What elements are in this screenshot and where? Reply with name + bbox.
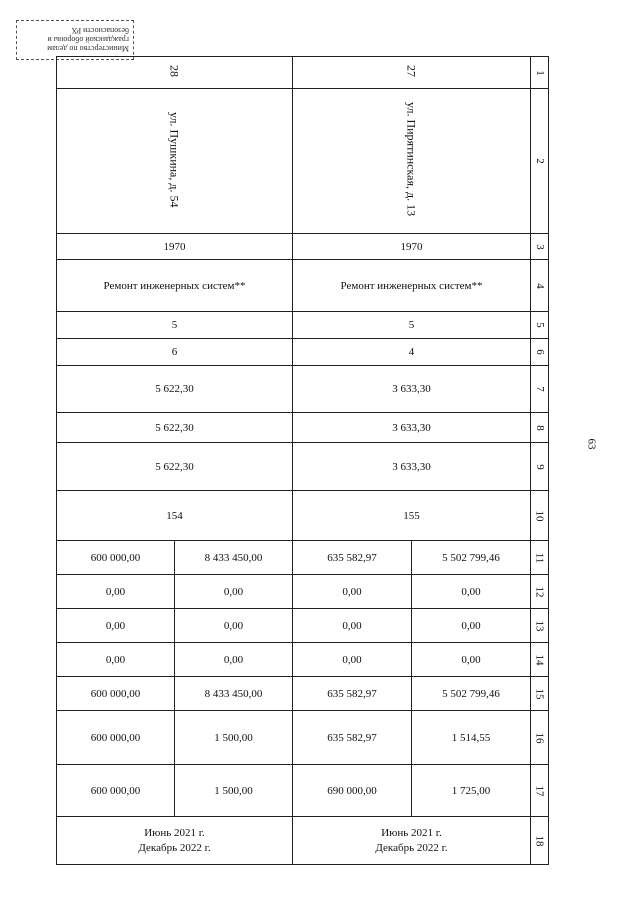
- value-cell: 0,00: [293, 609, 412, 643]
- value-cell: 635 582,97: [293, 711, 412, 765]
- period-cell: [293, 817, 531, 865]
- work-type-cell: Ремонт инженерных систем**: [293, 260, 531, 312]
- table-row: [57, 413, 549, 443]
- value-cell: 0,00: [175, 609, 293, 643]
- period-end: Декабрь 2022 г.: [375, 841, 448, 854]
- value-cell: 5 622,30: [57, 366, 293, 413]
- value-cell: 0,00: [293, 575, 412, 609]
- table-row: [57, 491, 549, 541]
- table-row: [57, 366, 549, 413]
- value-cell: 0,00: [57, 575, 175, 609]
- table-row: [57, 312, 549, 339]
- row-number: 5: [531, 312, 549, 339]
- period-start: Июнь 2021 г.: [381, 826, 442, 839]
- value-cell: 0,00: [57, 609, 175, 643]
- value-cell: 5 502 799,46: [412, 677, 531, 711]
- table-row: [57, 817, 549, 865]
- value-cell: 1 500,00: [175, 765, 293, 817]
- row-number: 11: [531, 541, 549, 575]
- table-row: [57, 541, 549, 575]
- value-cell: 6: [57, 339, 293, 366]
- row-number: 7: [531, 366, 549, 413]
- item-number-cell: 28: [57, 57, 293, 89]
- value-cell: 1 514,55: [412, 711, 531, 765]
- value-cell: 635 582,97: [293, 677, 412, 711]
- housing-repair-table: [56, 56, 549, 865]
- row-number: 15: [531, 677, 549, 711]
- row-number: 4: [531, 260, 549, 312]
- value-cell: 600 000,00: [57, 541, 175, 575]
- table-row: [57, 89, 549, 234]
- value-cell: 3 633,30: [293, 366, 531, 413]
- year-cell: 1970: [293, 234, 531, 260]
- approval-stamp: [16, 20, 134, 60]
- value-cell: 600 000,00: [57, 765, 175, 817]
- stamp-line: гражданской обороны и: [47, 35, 129, 45]
- row-number: 10: [531, 491, 549, 541]
- table-row: [57, 765, 549, 817]
- table-row: [57, 443, 549, 491]
- row-number: 16: [531, 711, 549, 765]
- stamp-line: Министерство по делам: [47, 44, 129, 54]
- row-number: 6: [531, 339, 549, 366]
- item-number-cell: 27: [293, 57, 531, 89]
- value-cell: 690 000,00: [293, 765, 412, 817]
- value-cell: 600 000,00: [57, 711, 175, 765]
- value-cell: 0,00: [412, 609, 531, 643]
- row-number: 2: [531, 89, 549, 234]
- period-cell: [57, 817, 293, 865]
- row-number: 12: [531, 575, 549, 609]
- value-cell: 155: [293, 491, 531, 541]
- row-number: 17: [531, 765, 549, 817]
- row-number: 13: [531, 609, 549, 643]
- value-cell: 5 622,30: [57, 413, 293, 443]
- address-cell: ул. Пирятинская, д. 13: [293, 89, 531, 234]
- value-cell: 0,00: [175, 575, 293, 609]
- row-number: 18: [531, 817, 549, 865]
- value-cell: 3 633,30: [293, 443, 531, 491]
- table-row: [57, 260, 549, 312]
- value-cell: 154: [57, 491, 293, 541]
- table-row: [57, 234, 549, 260]
- period-start: Июнь 2021 г.: [144, 826, 205, 839]
- value-cell: 8 433 450,00: [175, 541, 293, 575]
- value-cell: 1 500,00: [175, 711, 293, 765]
- row-number: 9: [531, 443, 549, 491]
- year-cell: 1970: [57, 234, 293, 260]
- value-cell: 5 622,30: [57, 443, 293, 491]
- value-cell: 5: [57, 312, 293, 339]
- value-cell: 0,00: [293, 643, 412, 677]
- period-end: Декабрь 2022 г.: [138, 841, 211, 854]
- value-cell: 635 582,97: [293, 541, 412, 575]
- table-row: [57, 677, 549, 711]
- value-cell: 8 433 450,00: [175, 677, 293, 711]
- page-number: 63: [585, 438, 598, 450]
- value-cell: 3 633,30: [293, 413, 531, 443]
- value-cell: 0,00: [412, 643, 531, 677]
- value-cell: 0,00: [412, 575, 531, 609]
- value-cell: 5: [293, 312, 531, 339]
- value-cell: 5 502 799,46: [412, 541, 531, 575]
- work-type-cell: Ремонт инженерных систем**: [57, 260, 293, 312]
- row-number: 8: [531, 413, 549, 443]
- stamp-line: безопасности РХ: [71, 26, 129, 36]
- address-cell: ул. Пушкина, д. 54: [57, 89, 293, 234]
- table-row: [57, 57, 549, 89]
- value-cell: 0,00: [175, 643, 293, 677]
- value-cell: 600 000,00: [57, 677, 175, 711]
- value-cell: 0,00: [57, 643, 175, 677]
- table-row: [57, 575, 549, 609]
- table-row: [57, 339, 549, 366]
- row-number: 3: [531, 234, 549, 260]
- row-number: 14: [531, 643, 549, 677]
- value-cell: 1 725,00: [412, 765, 531, 817]
- table-row: [57, 609, 549, 643]
- value-cell: 4: [293, 339, 531, 366]
- row-number: 1: [531, 57, 549, 89]
- table-row: [57, 643, 549, 677]
- table-row: [57, 711, 549, 765]
